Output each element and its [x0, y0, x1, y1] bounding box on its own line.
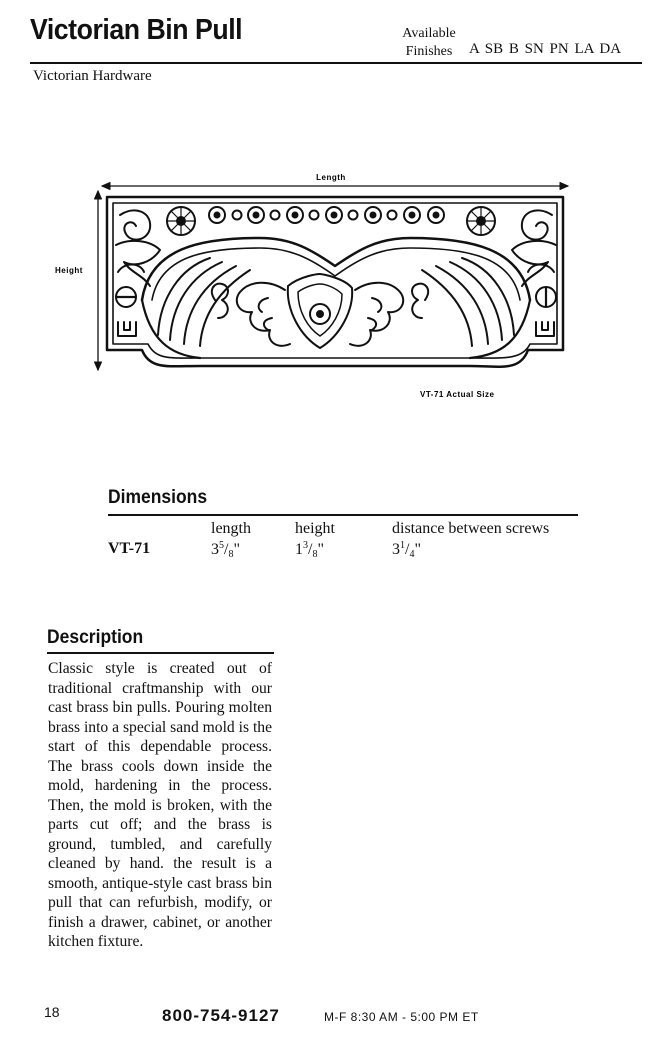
business-hours: M-F 8:30 AM - 5:00 PM ET	[324, 1010, 479, 1024]
col-height: height	[295, 520, 335, 537]
page-title: Victorian Bin Pull	[30, 14, 243, 46]
page-subtitle: Victorian Hardware	[33, 68, 152, 84]
dimensions-rule	[108, 514, 578, 516]
figure-caption: VT-71 Actual Size	[420, 390, 495, 399]
description-text: Classic style is created out of traditional craftmanship with our cast brass bin pulls. Pouring molten brass into a special sand mold is the start of this dependable process. The brass cools down inside the mold, hardening in the process. Then, the mold is broken, with the parts cut off; and the brass is ground, tumbled, and carefully cleaned by hand. the result is a smooth, antique-style cast brass bin pull that can refurbish, modify, or finish a drawer, cabinet, or another kitchen fixture.	[48, 660, 272, 950]
model-number: VT-71	[108, 540, 151, 557]
dimensions-heading: Dimensions	[108, 487, 208, 508]
height-value: $1^3/_8$"	[295, 540, 324, 560]
col-screw-distance: distance between screws	[392, 520, 550, 537]
length-label: Length	[316, 173, 346, 182]
finishes-list: A SB B SN PN LA DA	[469, 41, 622, 57]
page-number: 18	[44, 1004, 60, 1020]
height-label: Height	[55, 266, 83, 275]
phone-number: 800-754-9127	[162, 1006, 280, 1025]
available-finishes-label: Available Finishes	[402, 26, 456, 59]
screw-distance-value: $3^1/_4$"	[392, 540, 421, 560]
description-rule	[47, 652, 274, 654]
length-value: $3^5/_8$"	[211, 540, 240, 560]
description-heading: Description	[47, 627, 144, 648]
col-length: length	[211, 520, 251, 537]
bin-pull-illustration	[0, 0, 672, 420]
